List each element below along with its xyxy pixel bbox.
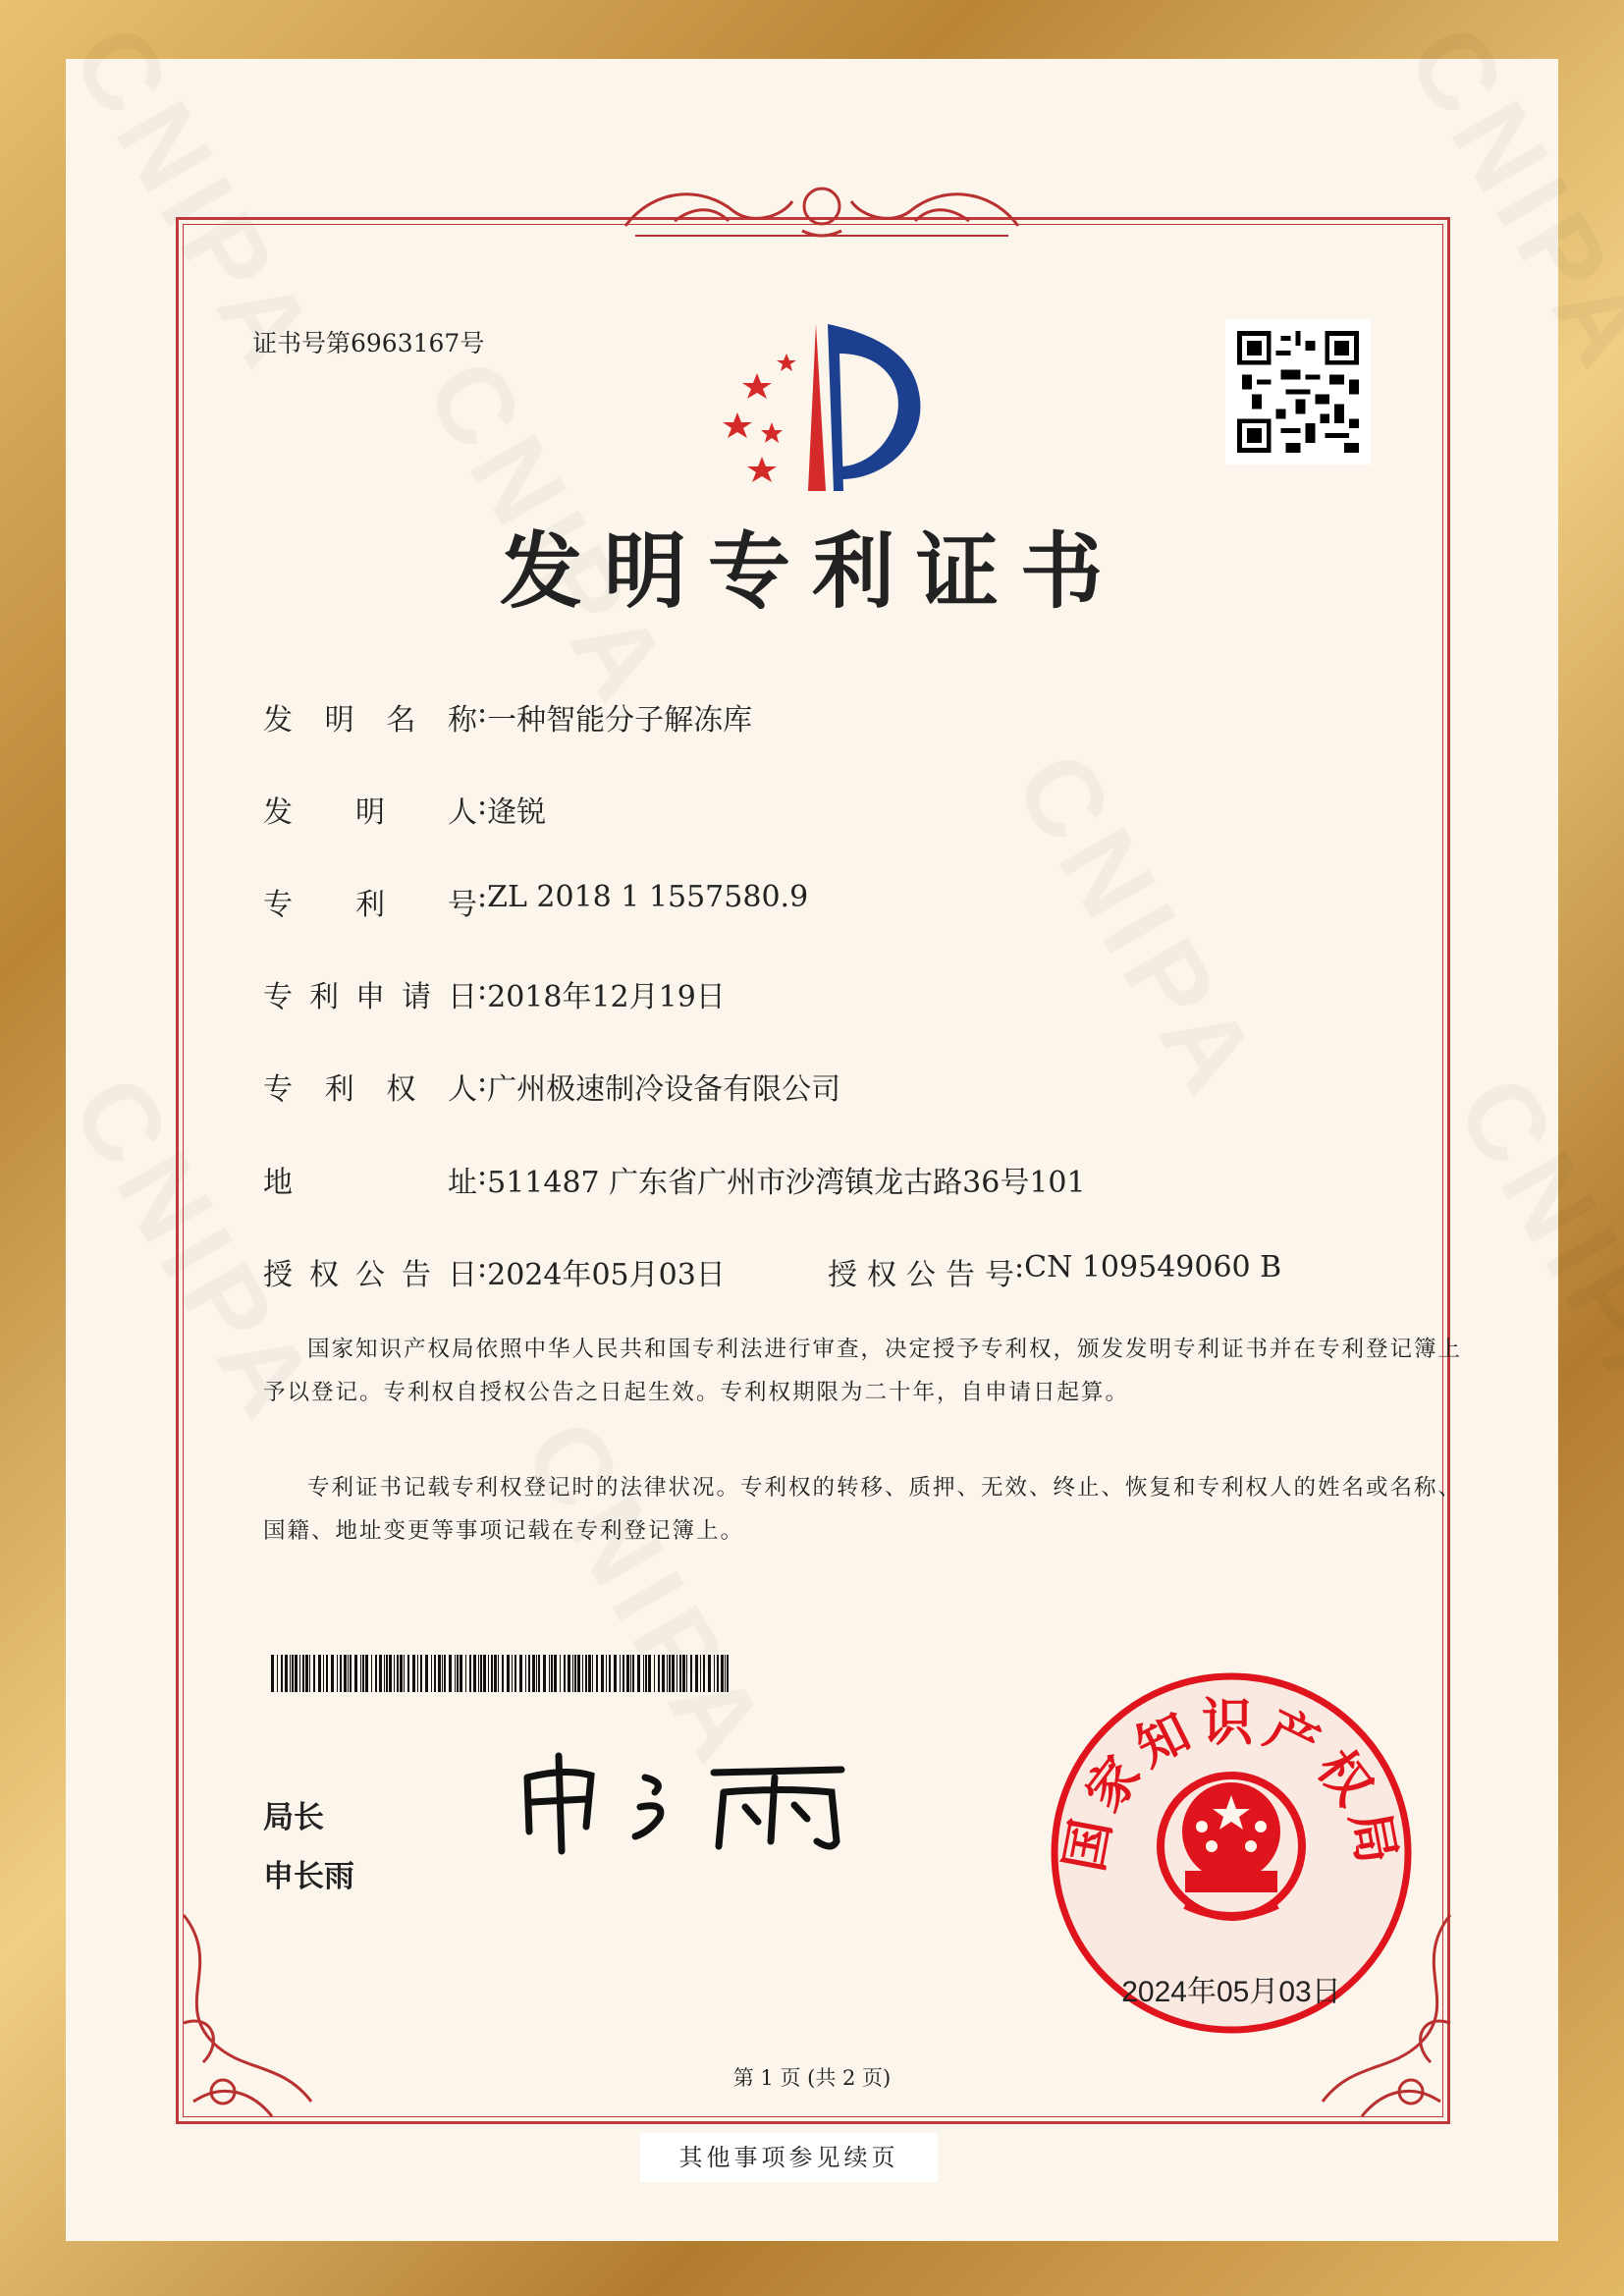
barcode-bar <box>305 1655 308 1692</box>
barcode-bar <box>648 1655 651 1692</box>
barcode-bar <box>442 1655 443 1692</box>
barcode-bar <box>551 1655 553 1692</box>
barcode-bar <box>337 1655 338 1692</box>
field-label: 专利号 <box>263 888 477 922</box>
barcode-bar <box>574 1655 576 1692</box>
statement-paragraph: 国家知识产权局依照中华人民共和国专利法进行审查，决定授予专利权，颁发发明专利证书并在专利登记簿上予以登记。专利权自授权公告之日起生效。专利权期限为二十年，自申请日起算。 <box>263 1337 1463 1405</box>
barcode-bar <box>491 1655 493 1692</box>
barcode-bar <box>302 1655 304 1692</box>
barcode-bar <box>564 1655 566 1692</box>
seal-text: 国家知识产权局 <box>1055 1694 1408 1877</box>
field-address <box>263 1158 1086 1201</box>
barcode-bar <box>577 1655 580 1692</box>
continue-note: 其他事项参见续页 <box>640 2133 938 2182</box>
barcode-bar <box>449 1655 452 1692</box>
barcode-bar <box>394 1655 395 1692</box>
barcode-bar <box>483 1655 486 1692</box>
barcode-bar <box>299 1655 300 1692</box>
barcode-bar <box>525 1655 526 1692</box>
field-value: 511487 广东省广州市沙湾镇龙古路36号101 <box>487 1166 1086 1200</box>
colon: : <box>477 788 488 822</box>
barcode-bar <box>488 1655 489 1692</box>
barcode-bar <box>679 1655 681 1692</box>
barcode-bar <box>407 1655 409 1692</box>
barcode-bar <box>721 1655 724 1692</box>
barcode-bar <box>400 1655 403 1692</box>
barcode-bar <box>623 1655 624 1692</box>
barcode-bar <box>498 1655 499 1692</box>
barcode-bar <box>549 1655 550 1692</box>
field-value: 广州极速制冷设备有限公司 <box>487 1072 841 1107</box>
barcode-bar <box>431 1655 432 1692</box>
field-invention-name <box>263 695 752 738</box>
barcode-bar <box>700 1655 701 1692</box>
barcode-bar <box>478 1655 479 1692</box>
barcode-bar <box>667 1655 668 1692</box>
barcode-bar <box>519 1655 522 1692</box>
barcode-bar <box>389 1655 392 1692</box>
barcode-bar <box>654 1655 655 1692</box>
field-value: 一种智能分子解冻库 <box>487 703 753 738</box>
colon: : <box>477 1065 488 1099</box>
barcode-bar <box>682 1655 685 1692</box>
barcode-bar <box>412 1655 415 1692</box>
field-label: 地址 <box>263 1166 477 1200</box>
barcode-bar <box>420 1655 422 1692</box>
barcode-bar <box>658 1655 660 1692</box>
barcode-bar <box>717 1655 719 1692</box>
barcode-bar <box>582 1655 583 1692</box>
handwritten-signature <box>517 1748 856 1856</box>
colon: : <box>1014 1250 1025 1285</box>
barcode-bar <box>669 1655 671 1692</box>
field-value: ZL 2018 1 1557580.9 <box>487 880 809 914</box>
barcode-bar <box>695 1655 698 1692</box>
barcode-bar <box>465 1655 466 1692</box>
barcode-bar <box>588 1655 591 1692</box>
field-patent-number <box>263 880 808 923</box>
barcode-bar <box>592 1655 593 1692</box>
barcode-bar <box>543 1655 546 1692</box>
barcode-bar <box>348 1655 349 1692</box>
barcode-bar <box>528 1655 530 1692</box>
barcode-bar <box>606 1655 607 1692</box>
field-label: 专利申请日 <box>263 980 477 1014</box>
barcode-bar <box>507 1655 510 1692</box>
barcode-bar <box>727 1655 729 1692</box>
barcode-bar <box>514 1655 516 1692</box>
barcode-bar <box>532 1655 535 1692</box>
signatory-name: 申长雨 <box>263 1859 354 1894</box>
barcode-bar <box>725 1655 726 1692</box>
field-application-date <box>263 972 726 1015</box>
field-label: 专利权人 <box>263 1072 477 1107</box>
barcode-bar <box>662 1655 665 1692</box>
official-seal <box>1048 1669 1415 2037</box>
field-label: 发明名称 <box>263 703 477 738</box>
barcode-bar <box>417 1655 418 1692</box>
barcode-bar <box>572 1655 573 1692</box>
barcode-bar <box>384 1655 385 1692</box>
barcode-bar <box>354 1655 357 1692</box>
barcode-bar <box>397 1655 399 1692</box>
barcode-bar <box>281 1655 283 1692</box>
barcode-bar <box>614 1655 617 1692</box>
barcode-bar <box>295 1655 298 1692</box>
barcode-bar <box>672 1655 675 1692</box>
barcode-bar <box>469 1655 471 1692</box>
field-label: 授权公告日 <box>263 1258 477 1292</box>
barcode-bar <box>630 1655 631 1692</box>
certificate-page <box>66 59 1558 2241</box>
barcode-bar <box>444 1655 446 1692</box>
certificate-title: 发明专利证书 <box>499 523 1124 620</box>
signatory-title: 局长 <box>263 1800 324 1835</box>
barcode-bar <box>502 1655 504 1692</box>
field-grant-date <box>263 1250 726 1293</box>
barcode <box>271 1655 732 1692</box>
barcode-bar <box>404 1655 405 1692</box>
barcode-bar <box>438 1655 441 1692</box>
barcode-bar <box>536 1655 537 1692</box>
barcode-bar <box>309 1655 310 1692</box>
colon: : <box>477 972 488 1007</box>
page-number: 第 1 页 (共 2 页) <box>732 2066 892 2090</box>
field-inventor <box>263 788 546 831</box>
barcode-bar <box>538 1655 540 1692</box>
barcode-bar <box>271 1655 274 1692</box>
barcode-bar <box>620 1655 621 1692</box>
barcode-bar <box>585 1655 587 1692</box>
field-label: 发明人 <box>263 795 477 830</box>
barcode-bar <box>277 1655 278 1692</box>
barcode-bar <box>350 1655 352 1692</box>
barcode-bar <box>326 1655 328 1692</box>
barcode-bar <box>365 1655 368 1692</box>
barcode-bar <box>708 1655 711 1692</box>
barcode-bar <box>285 1655 288 1692</box>
field-value: 2018年12月19日 <box>487 980 726 1014</box>
colon: : <box>477 1250 488 1285</box>
barcode-bar <box>637 1655 640 1692</box>
barcode-bar <box>371 1655 372 1692</box>
barcode-bar <box>362 1655 364 1692</box>
barcode-bar <box>686 1655 687 1692</box>
barcode-bar <box>714 1655 715 1692</box>
seal-date: 2024年05月03日 <box>1121 1976 1341 2008</box>
barcode-bar <box>344 1655 347 1692</box>
barcode-bar <box>457 1655 459 1692</box>
colon: : <box>477 695 488 730</box>
cnipa-logo <box>718 314 939 491</box>
barcode-bar <box>512 1655 513 1692</box>
barcode-bar <box>568 1655 570 1692</box>
barcode-bar <box>460 1655 462 1692</box>
top-ornament <box>616 167 1028 246</box>
barcode-bar <box>360 1655 361 1692</box>
barcode-bar <box>318 1655 321 1692</box>
barcode-bar <box>609 1655 611 1692</box>
barcode-bar <box>554 1655 557 1692</box>
field-label: 授权公告号 <box>828 1258 1014 1292</box>
corner-ornament-left <box>164 1905 360 2131</box>
barcode-bar <box>331 1655 334 1692</box>
colon: : <box>477 1158 488 1192</box>
field-patentee <box>263 1065 840 1108</box>
barcode-bar <box>290 1655 291 1692</box>
barcode-bar <box>375 1655 377 1692</box>
barcode-bar <box>425 1655 428 1692</box>
barcode-bar <box>313 1655 315 1692</box>
field-value: 2024年05月03日 <box>487 1258 726 1292</box>
barcode-bar <box>560 1655 561 1692</box>
qr-code <box>1225 319 1371 465</box>
barcode-bar <box>703 1655 705 1692</box>
barcode-bar <box>434 1655 436 1692</box>
field-announcement-number <box>828 1250 1281 1293</box>
barcode-bar <box>645 1655 647 1692</box>
barcode-bar <box>455 1655 456 1692</box>
barcode-bar <box>340 1655 342 1692</box>
barcode-bar <box>473 1655 476 1692</box>
colon: : <box>477 880 488 914</box>
barcode-bar <box>601 1655 604 1692</box>
field-value: CN 109549060 B <box>1024 1250 1282 1285</box>
barcode-bar <box>643 1655 644 1692</box>
certificate-number: 证书号第6963167号 <box>252 329 485 357</box>
barcode-bar <box>292 1655 294 1692</box>
barcode-bar <box>690 1655 692 1692</box>
barcode-bar <box>626 1655 629 1692</box>
barcode-bar <box>480 1655 482 1692</box>
barcode-bar <box>596 1655 598 1692</box>
field-value: 逄锐 <box>487 795 547 830</box>
barcode-bar <box>386 1655 388 1692</box>
barcode-bar <box>494 1655 497 1692</box>
barcode-bar <box>323 1655 324 1692</box>
barcode-bar <box>632 1655 634 1692</box>
statement-paragraph: 专利证书记载专利权登记时的法律状况。专利权的转移、质押、无效、终止、恢复和专利权人的姓名或名称、国籍、地址变更等事项记载在专利登记簿上。 <box>263 1475 1463 1544</box>
barcode-bar <box>379 1655 382 1692</box>
